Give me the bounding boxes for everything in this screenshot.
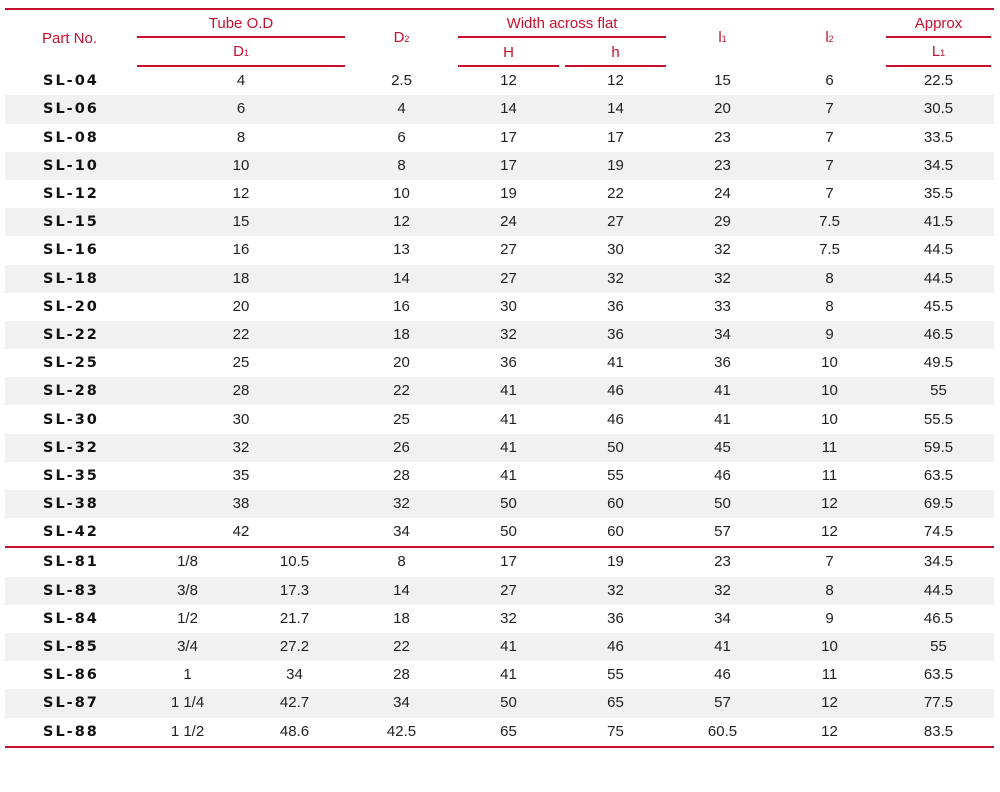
cell-l2: 10 [776,377,883,405]
cell-d1: 8 [236,128,246,146]
cell-h: 36 [562,321,669,349]
cell-l1: 41 [714,410,731,428]
table-row [5,661,994,689]
cell-l2: 9 [825,609,834,627]
cell-part-no: SL-16 [43,242,99,259]
cell-l2: 8 [776,265,883,293]
cell-L1: 45.5 [923,297,954,315]
table-row [5,95,994,123]
cell-H: 27 [500,241,517,259]
table-row [5,718,994,748]
header-d1 [134,38,348,67]
cell-H: 14 [455,95,562,123]
cell-d1: 22 [134,321,348,349]
cell-l1: 33 [714,297,731,315]
cell-h: 22 [607,185,624,203]
cell-d1-inch: 1/8 [134,546,241,576]
cell-l1: 36 [714,354,731,372]
cell-part-no: SL-42 [43,524,99,541]
cell-L1: 34.5 [883,152,994,180]
cell-H: 50 [500,523,517,541]
cell-d2: 25 [393,410,410,428]
cell-d1-inch: 1/2 [177,609,198,627]
header-l1-sub: 1 [721,34,727,45]
table-row [5,518,994,546]
cell-part-no: SL-10 [5,152,134,180]
cell-L1: 35.5 [923,185,954,203]
cell-l2: 10 [821,410,838,428]
spec-table-body [5,67,994,748]
cell-d1: 16 [232,241,250,259]
table-row [5,208,994,236]
cell-part-no: SL-38 [5,490,134,518]
cell-l2: 8 [825,297,834,315]
header-l1-label: l [718,29,722,47]
cell-H: 41 [455,377,562,405]
cell-l2: 11 [821,466,838,484]
cell-L1: 83.5 [883,718,994,748]
table-row [5,633,994,661]
table-row [5,67,994,95]
cell-l2: 12 [821,523,838,541]
cell-d2: 18 [393,609,410,627]
table-row [5,605,994,633]
cell-h: 60 [562,490,669,518]
cell-l2: 11 [776,434,883,462]
cell-part-no: SL-86 [43,667,99,684]
cell-l1: 57 [669,689,776,717]
cell-d2: 8 [348,152,455,180]
cell-d1: 15 [134,208,348,236]
cell-H: 41 [500,666,517,684]
cell-L1: 44.5 [883,265,994,293]
cell-l1: 41 [669,377,776,405]
cell-L1: 69.5 [883,490,994,518]
header-l2-sub: 2 [828,34,834,45]
cell-d1: 32 [134,434,348,462]
cell-H: 17 [500,128,517,146]
cell-l2: 8 [776,577,883,605]
cell-l1: 46 [714,466,731,484]
cell-h: 46 [562,633,669,661]
table-row [5,124,994,152]
cell-part-no: SL-81 [5,546,134,576]
cell-h: 32 [562,577,669,605]
cell-d1: 18 [134,265,348,293]
cell-L1: 55.5 [923,410,954,428]
cell-d1: 6 [134,95,348,123]
cell-d1: 4 [236,72,246,90]
cell-H: 36 [500,354,517,372]
cell-L1: 46.5 [883,321,994,349]
cell-d1-mm: 48.6 [241,718,348,748]
cell-l2: 10 [821,354,838,372]
cell-l1: 23 [669,546,776,576]
cell-h: 55 [607,666,624,684]
header-width-across-flat: Width across flat [455,8,669,38]
cell-d2: 32 [348,490,455,518]
cell-d1-mm: 34 [286,666,303,684]
cell-d2: 8 [348,546,455,576]
cell-l1: 50 [669,490,776,518]
cell-h: 27 [562,208,669,236]
cell-l2: 9 [776,321,883,349]
cell-part-no: SL-28 [5,377,134,405]
header-L1 [883,38,994,67]
cell-d2: 14 [348,265,455,293]
table-row [5,321,994,349]
header-tube-od: Tube O.D [134,8,348,38]
cell-H: 32 [455,321,562,349]
cell-h: 65 [562,689,669,717]
header-L1-sub: 1 [940,48,946,59]
table-row [5,265,994,293]
cell-d1-inch: 1 1/4 [134,689,241,717]
cell-L1: 22.5 [923,72,954,90]
cell-l2: 12 [776,718,883,748]
cell-l1: 15 [714,72,731,90]
cell-l1: 60.5 [669,718,776,748]
header-part-no: Part No. [5,8,134,67]
cell-H: 30 [500,297,517,315]
cell-d1-mm: 42.7 [241,689,348,717]
cell-d2: 16 [393,297,410,315]
header-h: h [562,38,669,67]
cell-part-no: SL-32 [5,434,134,462]
cell-d1-mm: 17.3 [241,577,348,605]
table-row [5,152,994,180]
cell-l2: 12 [776,490,883,518]
table-row [5,689,994,717]
cell-L1: 77.5 [883,689,994,717]
header-row-1 [5,8,994,38]
cell-part-no: SL-18 [5,265,134,293]
cell-d2: 2.5 [391,72,412,90]
cell-h: 19 [562,152,669,180]
cell-h: 41 [607,354,624,372]
cell-part-no: SL-35 [43,467,99,484]
cell-l1: 46 [714,666,731,684]
cell-h: 14 [562,95,669,123]
cell-H: 41 [455,633,562,661]
cell-H: 17 [455,546,562,576]
table-row [5,349,994,377]
cell-d2: 42.5 [348,718,455,748]
table-row [5,577,994,605]
cell-H: 19 [500,185,517,203]
cell-h: 12 [607,72,624,90]
cell-part-no: SL-12 [43,186,99,203]
cell-part-no: SL-22 [5,321,134,349]
cell-H: 41 [500,466,517,484]
cell-l2: 11 [821,666,838,684]
cell-H: 41 [500,410,517,428]
cell-H: 50 [455,689,562,717]
cell-h: 60 [607,523,624,541]
cell-part-no: SL-88 [5,718,134,748]
cell-part-no: SL-08 [43,129,99,146]
cell-d1-mm: 21.7 [279,609,310,627]
cell-d2: 28 [393,666,410,684]
cell-H: 65 [455,718,562,748]
cell-H: 12 [500,72,517,90]
table-row [5,434,994,462]
cell-L1: 34.5 [883,546,994,576]
cell-H: 32 [500,609,517,627]
header-l1 [669,8,776,67]
cell-H: 27 [455,265,562,293]
cell-L1: 41.5 [883,208,994,236]
cell-d2: 6 [397,128,406,146]
cell-l1: 41 [669,633,776,661]
cell-l2: 7 [776,95,883,123]
cell-d1: 30 [232,410,250,428]
cell-d2: 22 [348,377,455,405]
table-row [5,490,994,518]
cell-l1: 24 [714,185,731,203]
cell-part-no: SL-30 [43,411,99,428]
cell-h: 55 [607,466,624,484]
cell-d2: 26 [348,434,455,462]
cell-l2: 7 [825,128,834,146]
cell-d1: 35 [232,466,250,484]
cell-h: 17 [607,128,624,146]
cell-part-no: SL-15 [5,208,134,236]
table-row [5,293,994,321]
cell-L1: 74.5 [923,523,954,541]
cell-part-no: SL-20 [43,298,99,315]
header-d1-label: D [233,43,244,61]
cell-l2: 12 [776,689,883,717]
cell-l2: 7.5 [819,241,840,259]
cell-H: 50 [455,490,562,518]
cell-l1: 32 [669,265,776,293]
cell-d1-mm: 10.5 [241,546,348,576]
cell-L1: 63.5 [923,666,954,684]
cell-l2: 6 [825,72,834,90]
cell-h: 32 [562,265,669,293]
header-approx: Approx [883,8,994,38]
cell-d1: 12 [232,185,250,203]
cell-l2: 7 [776,546,883,576]
cell-L1: 55 [883,633,994,661]
table-row [5,180,994,208]
cell-l1: 34 [714,609,731,627]
cell-H: 27 [455,577,562,605]
cell-l1: 32 [714,241,731,259]
cell-d1: 25 [232,354,250,372]
cell-d2: 34 [393,523,410,541]
cell-l1: 20 [669,95,776,123]
cell-d2: 12 [348,208,455,236]
cell-h: 50 [562,434,669,462]
cell-h: 30 [607,241,624,259]
cell-d1: 10 [134,152,348,180]
table-row [5,377,994,405]
cell-d2: 34 [348,689,455,717]
cell-d2: 13 [393,241,410,259]
cell-l1: 32 [669,577,776,605]
cell-part-no: SL-83 [5,577,134,605]
header-H: H [455,38,562,67]
cell-d1-inch: 1 1/2 [134,718,241,748]
cell-h: 46 [562,377,669,405]
header-L1-label: L [931,43,941,61]
table-row [5,462,994,490]
cell-L1: 63.5 [923,466,954,484]
spec-table [5,8,994,748]
cell-part-no: SL-85 [5,633,134,661]
header-l2-label: l [825,29,829,47]
cell-d2: 20 [393,354,410,372]
cell-d2: 28 [393,466,410,484]
cell-h: 46 [607,410,624,428]
cell-l1: 23 [714,128,731,146]
cell-d1-mm: 27.2 [241,633,348,661]
cell-H: 17 [455,152,562,180]
cell-l1: 57 [714,523,731,541]
header-d2-sub: 2 [404,34,410,45]
cell-d2: 10 [393,185,410,203]
cell-h: 36 [607,297,624,315]
cell-l2: 7 [825,185,834,203]
cell-d1-inch: 1 [183,666,192,684]
table-row [5,236,994,264]
cell-d1: 28 [134,377,348,405]
cell-h: 36 [607,609,624,627]
cell-l2: 7.5 [776,208,883,236]
header-d1-sub: 1 [243,48,249,59]
cell-part-no: SL-25 [43,355,99,372]
cell-L1: 55 [883,377,994,405]
cell-d1: 38 [134,490,348,518]
header-d2 [348,8,455,67]
table-row [5,405,994,433]
cell-L1: 59.5 [883,434,994,462]
cell-d1-inch: 3/8 [134,577,241,605]
cell-part-no: SL-06 [5,95,134,123]
cell-L1: 44.5 [923,241,954,259]
cell-d2: 22 [348,633,455,661]
cell-h: 19 [562,546,669,576]
cell-part-no: SL-04 [43,73,99,90]
cell-d1-inch: 3/4 [134,633,241,661]
cell-L1: 49.5 [923,354,954,372]
header-l2 [776,8,883,67]
cell-h: 75 [562,718,669,748]
cell-part-no: SL-87 [5,689,134,717]
cell-l1: 29 [669,208,776,236]
cell-l1: 34 [669,321,776,349]
cell-H: 24 [455,208,562,236]
cell-l2: 10 [776,633,883,661]
cell-l1: 45 [669,434,776,462]
table-row [5,546,994,576]
cell-L1: 33.5 [923,128,954,146]
cell-d2: 18 [348,321,455,349]
cell-L1: 30.5 [883,95,994,123]
cell-d2: 14 [348,577,455,605]
cell-l2: 7 [776,152,883,180]
cell-d1: 20 [232,297,250,315]
header-d2-label: D [393,29,405,47]
cell-part-no: SL-84 [43,610,99,627]
cell-L1: 44.5 [883,577,994,605]
cell-d1: 42 [232,523,250,541]
cell-l1: 23 [669,152,776,180]
cell-L1: 46.5 [923,609,954,627]
cell-d2: 4 [348,95,455,123]
cell-H: 41 [455,434,562,462]
